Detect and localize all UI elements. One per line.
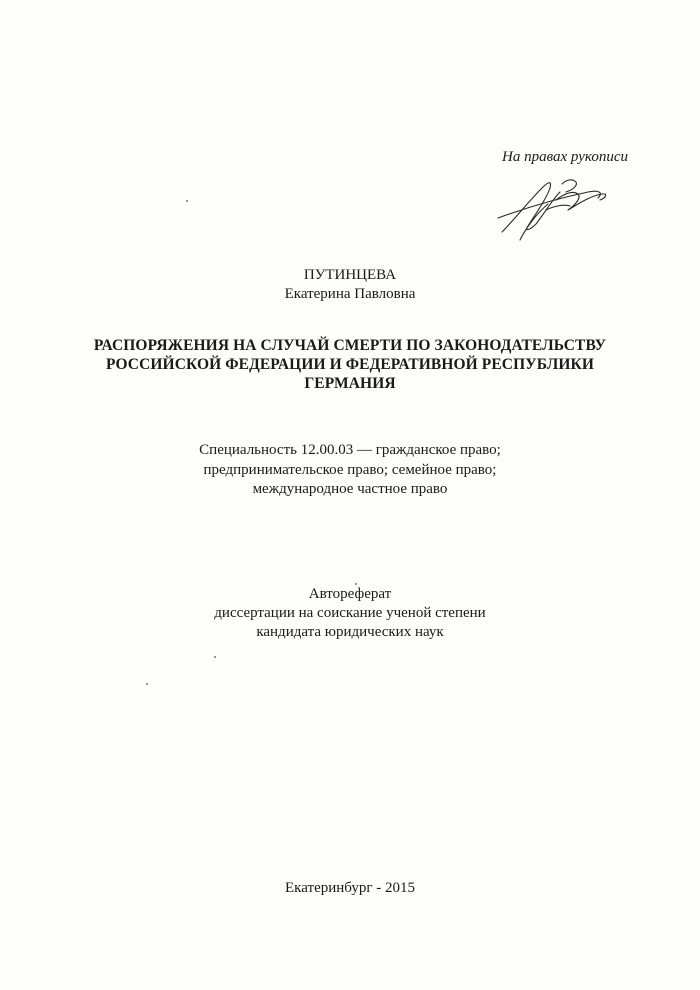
scan-speck xyxy=(146,683,148,685)
specialty-line: Специальность 12.00.03 — гражданское право; xyxy=(199,442,501,458)
specialty-line: предпринимательское право; семейное право; xyxy=(203,461,497,478)
city-year: Екатеринбург - 2015 xyxy=(285,880,415,896)
abstract-line: Автореферат xyxy=(308,586,392,602)
scan-speck xyxy=(355,583,357,585)
author-block xyxy=(0,266,700,304)
author-surname: ПУТИНЦЕВА xyxy=(303,267,397,283)
handwritten-signature xyxy=(490,170,620,250)
scan-speck xyxy=(214,656,216,658)
author-given-names: Екатерина Павловна xyxy=(284,286,416,302)
specialty-line: международное частное право xyxy=(252,481,448,497)
abstract-line: диссертации на соискание ученой степени xyxy=(214,605,486,621)
scan-speck xyxy=(186,200,188,202)
title-line: РОССИЙСКОЙ ФЕДЕРАЦИИ И ФЕДЕРАТИВНОЙ РЕСПУБЛИКИ xyxy=(105,356,594,373)
specialty-block xyxy=(0,441,700,500)
dissertation-title xyxy=(60,336,640,393)
abstract-block xyxy=(0,585,700,642)
title-line: РАСПОРЯЖЕНИЯ НА СЛУЧАЙ СМЕРТИ ПО ЗАКОНОДАТЕЛЬСТВУ xyxy=(93,337,607,354)
abstract-line: кандидата юридических наук xyxy=(256,624,444,640)
manuscript-note: На правах рукописи xyxy=(502,149,628,165)
title-line: ГЕРМАНИЯ xyxy=(304,375,396,392)
